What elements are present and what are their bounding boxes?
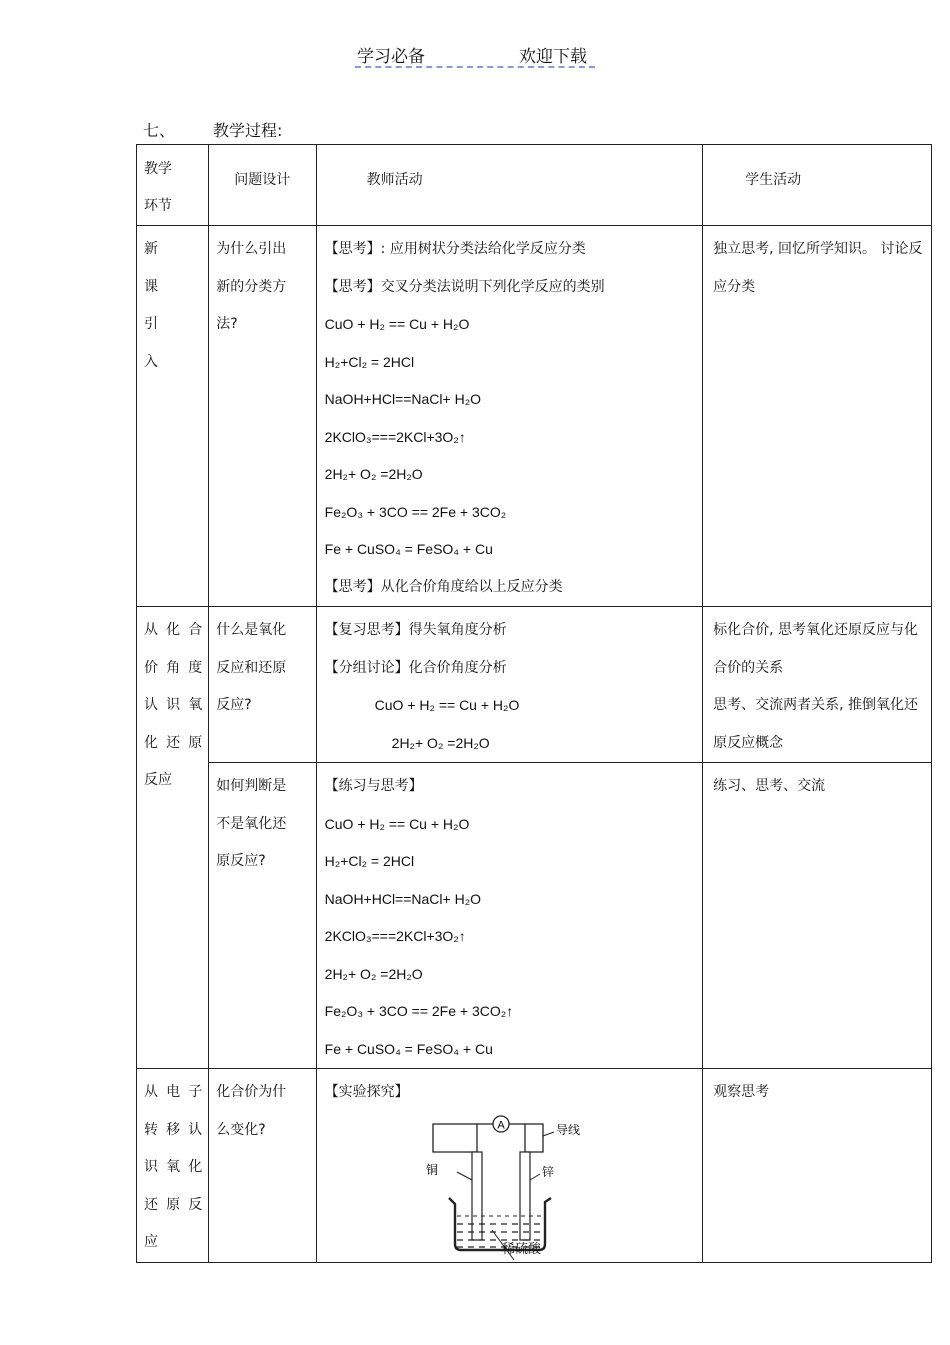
teacher-line: 【分组讨论】化合价角度分析 xyxy=(324,659,507,676)
equation: CuO + H₂ == Cu + H₂O xyxy=(374,697,520,713)
wire-outer-right xyxy=(525,1124,543,1152)
question-line: 不是氧化还 xyxy=(216,815,287,832)
student-activity-cell xyxy=(703,763,932,1069)
question-line: 化合价为什 xyxy=(216,1084,287,1100)
stage-line: 认识氧 xyxy=(144,697,203,713)
question-line: 反应和还原 xyxy=(216,659,287,676)
table-row xyxy=(137,607,932,763)
equation: H₂+Cl₂ = 2HCl xyxy=(324,853,415,869)
teacher-activity-cell xyxy=(316,763,702,1069)
stage-line: 化还原 xyxy=(144,734,203,751)
equation: CuO + H₂ == Cu + H₂O xyxy=(324,815,470,832)
student-activity-cell xyxy=(703,226,932,607)
table-row xyxy=(137,1069,932,1263)
question-cell xyxy=(209,226,316,607)
header-question: 问题设计 xyxy=(234,172,291,188)
question-line: 如何判断是 xyxy=(216,778,287,794)
equation: Fe + CuSO₄ = FeSO₄ + Cu xyxy=(324,1040,493,1057)
student-text: 独立思考, 回忆所学知识。 讨论反应分类 xyxy=(713,241,923,295)
page-header xyxy=(355,40,595,68)
stage-line: 从电子 xyxy=(144,1084,203,1100)
equation: NaOH+HCl==NaCl+ H₂O xyxy=(324,890,482,907)
question-cell xyxy=(209,607,316,763)
stage-line: 引 xyxy=(144,316,158,332)
question-line: 反应? xyxy=(216,697,252,713)
teacher-activity-cell xyxy=(316,607,702,763)
table-header-row xyxy=(137,145,932,226)
question-cell xyxy=(209,763,316,1069)
question-cell xyxy=(209,1069,316,1263)
question-line: 原反应? xyxy=(216,853,266,869)
ammeter-label: A xyxy=(496,1119,505,1131)
stage-line: 从化合 xyxy=(144,622,203,638)
header-teacher: 教师活动 xyxy=(366,172,423,188)
student-activity-cell xyxy=(703,607,932,763)
header-stage-cell xyxy=(137,145,209,226)
header-question-cell xyxy=(209,145,316,226)
student-text: 标化合价, 思考氧化还原反应与化合价的关系 xyxy=(713,622,919,676)
question-line: 为什么引出 xyxy=(216,241,287,257)
header-right-text: 欢迎下载 xyxy=(519,47,587,67)
stage-cell xyxy=(137,607,209,1069)
stage-line: 价角度 xyxy=(144,659,203,676)
header-teacher-cell xyxy=(316,145,702,226)
stage-line: 转移认 xyxy=(144,1121,203,1138)
stage-line: 新 xyxy=(144,241,158,257)
wire-outer-left xyxy=(433,1124,477,1152)
header-student-cell xyxy=(703,145,932,226)
equation: 2KClO₃===2KCl+3O₂↑ xyxy=(324,928,466,944)
stage-cell xyxy=(137,226,209,607)
stage-line: 应 xyxy=(144,1234,158,1250)
teacher-line: 【思考】: 应用树状分类法给化学反应分类 xyxy=(324,241,586,257)
header-stage-line: 环节 xyxy=(144,198,172,214)
equation: Fe + CuSO₄ = FeSO₄ + Cu xyxy=(324,541,493,557)
stage-line: 识氧化 xyxy=(144,1159,203,1175)
equation: NaOH+HCl==NaCl+ H₂O xyxy=(324,391,482,407)
teacher-line: 【练习与思考】 xyxy=(324,778,423,794)
copper-label: 铜 xyxy=(425,1162,438,1177)
galvanic-cell-illustration xyxy=(425,1108,590,1258)
question-line: 新的分类方 xyxy=(216,278,287,295)
question-line: 么变化? xyxy=(216,1121,266,1138)
table-row xyxy=(137,763,932,1069)
zinc-label: 锌 xyxy=(541,1164,554,1179)
teacher-activity-cell xyxy=(316,1069,702,1263)
stage-line: 反应 xyxy=(144,772,172,788)
equation: 2H₂+ O₂ =2H₂O xyxy=(391,734,490,751)
stage-cell xyxy=(137,1069,209,1263)
stage-line: 还原反 xyxy=(144,1196,203,1213)
acid-label: 稀硫酸 xyxy=(502,1242,542,1257)
equation: H₂+Cl₂ = 2HCl xyxy=(324,353,415,370)
teacher-line: 【思考】从化合价角度给以上反应分类 xyxy=(324,578,563,595)
header-stage-line: 教学 xyxy=(144,161,172,177)
stage-line: 课 xyxy=(144,278,158,295)
question-line: 法? xyxy=(216,316,238,332)
zinc-electrode xyxy=(520,1152,530,1240)
equation: 2H₂+ O₂ =2H₂O xyxy=(324,965,423,982)
student-text: 练习、思考、交流 xyxy=(713,778,826,794)
equation: 2H₂+ O₂ =2H₂O xyxy=(324,466,423,482)
equation: CuO + H₂ == Cu + H₂O xyxy=(324,316,470,332)
teacher-activity-cell xyxy=(316,226,702,607)
equation: Fe₂O₃ + 3CO == 2Fe + 3CO₂ xyxy=(324,503,507,520)
section-number: 七、 xyxy=(143,121,176,140)
table-row xyxy=(137,226,932,607)
wire-label: 导线 xyxy=(555,1122,580,1137)
student-text: 思考、交流两者关系, 推倒氧化还原反应概念 xyxy=(713,697,919,751)
teacher-line: 【复习思考】得失氧角度分析 xyxy=(324,622,507,638)
header-left-text: 学习必备 xyxy=(357,47,425,67)
teacher-line: 【实验探究】 xyxy=(324,1084,409,1100)
teaching-process-table xyxy=(136,144,932,1263)
section-title: 教学过程: xyxy=(213,121,283,140)
student-activity-cell xyxy=(703,1069,932,1263)
equation: Fe₂O₃ + 3CO == 2Fe + 3CO₂↑ xyxy=(324,1003,514,1019)
section-heading xyxy=(143,118,282,141)
header-student: 学生活动 xyxy=(745,172,802,188)
copper-electrode xyxy=(472,1152,482,1240)
student-text: 观察思考 xyxy=(713,1084,770,1100)
stage-line: 入 xyxy=(144,353,158,370)
teacher-line: 【思考】交叉分类法说明下列化学反应的类别 xyxy=(324,278,605,295)
equation: 2KClO₃===2KCl+3O₂↑ xyxy=(324,428,466,445)
question-line: 什么是氧化 xyxy=(216,622,287,638)
